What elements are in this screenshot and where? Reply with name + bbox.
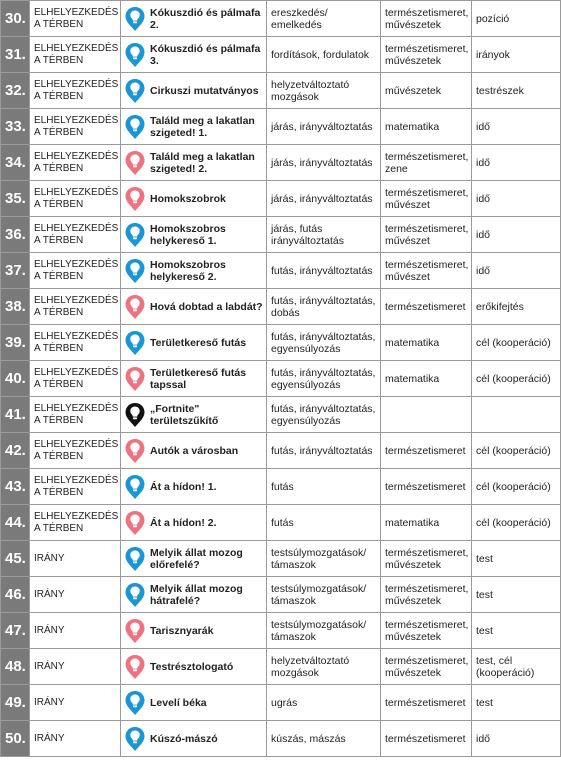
table-row [1, 145, 561, 181]
activity-cell [121, 505, 267, 541]
category-cell-text: ELHELYEZKEDÉS A TÉRBEN [34, 402, 119, 426]
movement-cell [267, 217, 381, 253]
category-cell-text: IRÁNY [34, 552, 65, 564]
category-cell [30, 181, 121, 217]
field-cell [381, 433, 472, 469]
movement-cell [267, 685, 381, 721]
table-row [1, 361, 561, 397]
row-number-text: 36. [5, 225, 26, 243]
field-cell-text: matematika [385, 516, 440, 529]
topic-cell [472, 73, 561, 109]
pink-lightbulb-pin-icon [124, 438, 150, 464]
movement-cell-text: testsúlymozgatások/ támaszok [271, 546, 367, 571]
pink-lightbulb-pin-icon [124, 510, 150, 536]
field-cell-text: természetismeret, zene [385, 150, 469, 175]
row-number [1, 721, 30, 757]
row-number-text: 47. [5, 621, 26, 639]
field-cell [381, 253, 472, 289]
category-cell-text: ELHELYEZKEDÉS A TÉRBEN [34, 474, 119, 498]
category-cell [30, 469, 121, 505]
activity-cell [121, 325, 267, 361]
activity-cell [121, 37, 267, 73]
row-number [1, 325, 30, 361]
table-row [1, 181, 561, 217]
table-row [1, 469, 561, 505]
table-row [1, 397, 561, 433]
row-number [1, 469, 30, 505]
activity-name: Levelí béka [150, 696, 207, 709]
activity-cell [121, 181, 267, 217]
topic-cell-text: idő [476, 120, 491, 133]
topic-cell-text: pozíció [476, 12, 510, 25]
activity-cell [121, 217, 267, 253]
activity-cell [121, 361, 267, 397]
category-cell-text: ELHELYEZKEDÉS A TÉRBEN [34, 6, 119, 30]
blue-lightbulb-pin-icon [124, 546, 150, 572]
movement-cell [267, 613, 381, 649]
row-number [1, 181, 30, 217]
field-cell [381, 469, 472, 505]
topic-cell [472, 361, 561, 397]
category-cell-text: ELHELYEZKEDÉS A TÉRBEN [34, 510, 119, 534]
row-number [1, 73, 30, 109]
topic-cell [472, 325, 561, 361]
field-cell [381, 577, 472, 613]
field-cell [381, 1, 472, 37]
movement-cell [267, 469, 381, 505]
field-cell-text: természetismeret, művészetek [385, 618, 469, 643]
activity-name: Át a hídon! 2. [150, 516, 217, 529]
topic-cell [472, 397, 561, 433]
topic-cell [472, 181, 561, 217]
category-cell [30, 325, 121, 361]
table-row [1, 433, 561, 469]
topic-cell-text: test [476, 624, 493, 637]
category-cell [30, 253, 121, 289]
category-cell [30, 613, 121, 649]
activity-name: Hová dobtad a labdát? [150, 300, 263, 313]
category-cell [30, 721, 121, 757]
table-row [1, 685, 561, 721]
movement-cell-text: járás, futás irányváltoztatás [271, 222, 344, 247]
category-cell [30, 541, 121, 577]
field-cell-text: természetismeret, művészetek [385, 546, 469, 571]
row-number-text: 32. [5, 81, 26, 99]
field-cell-text: természetismeret, művészetek [385, 6, 469, 31]
row-number-text: 50. [5, 729, 26, 747]
topic-cell [472, 685, 561, 721]
table-row [1, 37, 561, 73]
activity-name: Testrésztologató [150, 660, 234, 673]
movement-cell [267, 361, 381, 397]
movement-cell-text: futás, irányváltoztatás, egyensúlyozás [271, 330, 376, 355]
movement-cell [267, 325, 381, 361]
activity-name: Melyik állat mozog hátrafelé? [150, 582, 243, 607]
activity-name: Cirkuszi mutatványos [150, 84, 259, 97]
movement-cell-text: ereszkedés/ emelkedés [271, 6, 328, 31]
activity-name: Autók a városban [150, 444, 239, 457]
activity-name: Homokszobros helykereső 1. [150, 222, 226, 247]
table-body [1, 1, 561, 757]
table-row [1, 253, 561, 289]
blue-lightbulb-pin-icon [124, 582, 150, 608]
black-lightbulb-pin-icon [124, 402, 150, 428]
category-cell [30, 109, 121, 145]
blue-lightbulb-pin-icon [124, 474, 150, 500]
activity-name: Találd meg a lakatlan szigeted! 2. [150, 150, 255, 175]
row-number-text: 39. [5, 333, 26, 351]
row-number [1, 577, 30, 613]
topic-cell-text: idő [476, 156, 491, 169]
category-cell [30, 217, 121, 253]
category-cell-text: ELHELYEZKEDÉS A TÉRBEN [34, 150, 119, 174]
topic-cell-text: irányok [476, 48, 510, 61]
activity-cell [121, 109, 267, 145]
row-number [1, 253, 30, 289]
row-number [1, 541, 30, 577]
topic-cell-text: erőkifejtés [476, 300, 524, 313]
activity-cell [121, 541, 267, 577]
pink-lightbulb-pin-icon [124, 186, 150, 212]
field-cell-text: természetismeret, művészetek [385, 42, 469, 67]
movement-cell [267, 649, 381, 685]
movement-cell [267, 73, 381, 109]
movement-cell [267, 181, 381, 217]
category-cell-text: ELHELYEZKEDÉS A TÉRBEN [34, 294, 119, 318]
topic-cell-text: cél (kooperáció) [476, 516, 551, 529]
topic-cell [472, 289, 561, 325]
table-row [1, 613, 561, 649]
activity-name: Kúszó-mászó [150, 732, 218, 745]
row-number-text: 46. [5, 585, 26, 603]
movement-cell [267, 145, 381, 181]
pink-lightbulb-pin-icon [124, 366, 150, 392]
table-row [1, 505, 561, 541]
row-number [1, 685, 30, 721]
field-cell-text: matematika [385, 120, 440, 133]
row-number [1, 37, 30, 73]
category-cell [30, 397, 121, 433]
topic-cell-text: test [476, 588, 493, 601]
row-number-text: 38. [5, 297, 26, 315]
topic-cell-text: idő [476, 192, 491, 205]
field-cell-text: természetismeret, művészet [385, 258, 469, 283]
movement-cell [267, 541, 381, 577]
blue-lightbulb-pin-icon [124, 42, 150, 68]
category-cell [30, 145, 121, 181]
topic-cell-text: cél (kooperáció) [476, 480, 551, 493]
activity-cell [121, 433, 267, 469]
topic-cell [472, 433, 561, 469]
category-cell [30, 289, 121, 325]
row-number-text: 43. [5, 477, 26, 495]
topic-cell [472, 649, 561, 685]
category-cell [30, 505, 121, 541]
pink-lightbulb-pin-icon [124, 150, 150, 176]
table-row [1, 325, 561, 361]
activity-cell [121, 685, 267, 721]
movement-cell-text: járás, irányváltoztatás [271, 156, 373, 169]
field-cell-text: természetismeret, művészetek [385, 654, 469, 679]
topic-cell [472, 1, 561, 37]
topic-cell-text: cél (kooperáció) [476, 372, 551, 385]
field-cell-text: matematika [385, 336, 440, 349]
row-number-text: 35. [5, 189, 26, 207]
field-cell-text: természetismeret [385, 300, 466, 313]
movement-cell [267, 433, 381, 469]
category-cell [30, 361, 121, 397]
topic-cell-text: idő [476, 228, 491, 241]
movement-cell [267, 109, 381, 145]
activity-name: „Fortnite" területszűkítő [150, 402, 219, 427]
table-row [1, 217, 561, 253]
category-cell [30, 649, 121, 685]
activity-cell [121, 289, 267, 325]
activity-name: Kókuszdió és pálmafa 2. [150, 6, 261, 31]
field-cell [381, 73, 472, 109]
table-row [1, 577, 561, 613]
topic-cell-text: test [476, 696, 493, 709]
activity-cell [121, 145, 267, 181]
category-cell [30, 37, 121, 73]
row-number-text: 37. [5, 261, 26, 279]
movement-cell-text: kúszás, mászás [271, 732, 346, 745]
movement-cell [267, 253, 381, 289]
movement-cell-text: helyzetváltoztató mozgások [271, 654, 350, 679]
field-cell [381, 109, 472, 145]
movement-cell-text: futás [271, 480, 294, 493]
row-number [1, 397, 30, 433]
category-cell-text: ELHELYEZKEDÉS A TÉRBEN [34, 114, 119, 138]
activity-name: Találd meg a lakatlan szigeted! 1. [150, 114, 255, 139]
movement-cell-text: futás, irányváltoztatás, egyensúlyozás [271, 402, 376, 427]
field-cell-text: természetismeret, művészet [385, 222, 469, 247]
movement-cell [267, 397, 381, 433]
field-cell [381, 361, 472, 397]
topic-cell [472, 217, 561, 253]
category-cell [30, 433, 121, 469]
movement-cell [267, 37, 381, 73]
topic-cell [472, 577, 561, 613]
row-number-text: 30. [5, 9, 26, 27]
field-cell-text: természetismeret, művészet [385, 186, 469, 211]
movement-cell-text: járás, irányváltoztatás [271, 192, 373, 205]
pink-lightbulb-pin-icon [124, 294, 150, 320]
table-row [1, 721, 561, 757]
category-cell-text: ELHELYEZKEDÉS A TÉRBEN [34, 186, 119, 210]
movement-cell-text: futás, irányváltoztatás, dobás [271, 294, 376, 319]
field-cell [381, 325, 472, 361]
activity-cell [121, 577, 267, 613]
row-number [1, 109, 30, 145]
category-cell-text: IRÁNY [34, 660, 65, 672]
blue-lightbulb-pin-icon [124, 726, 150, 752]
row-number [1, 649, 30, 685]
category-cell-text: ELHELYEZKEDÉS A TÉRBEN [34, 330, 119, 354]
field-cell [381, 649, 472, 685]
field-cell [381, 181, 472, 217]
topic-cell [472, 253, 561, 289]
category-cell-text: ELHELYEZKEDÉS A TÉRBEN [34, 258, 119, 282]
blue-lightbulb-pin-icon [124, 78, 150, 104]
topic-cell-text: test [476, 552, 493, 565]
movement-cell [267, 505, 381, 541]
topic-cell [472, 469, 561, 505]
category-cell-text: IRÁNY [34, 624, 65, 636]
movement-cell-text: futás, irányváltoztatás [271, 264, 373, 277]
table-row [1, 1, 561, 37]
topic-cell [472, 721, 561, 757]
field-cell [381, 145, 472, 181]
field-cell [381, 397, 472, 433]
movement-cell-text: futás [271, 516, 294, 529]
row-number-text: 45. [5, 549, 26, 567]
category-cell-text: ELHELYEZKEDÉS A TÉRBEN [34, 366, 119, 390]
row-number-text: 40. [5, 369, 26, 387]
blue-lightbulb-pin-icon [124, 258, 150, 284]
topic-cell [472, 541, 561, 577]
category-cell-text: IRÁNY [34, 588, 65, 600]
row-number-text: 33. [5, 117, 26, 135]
topic-cell [472, 37, 561, 73]
activity-cell [121, 253, 267, 289]
row-number-text: 49. [5, 693, 26, 711]
movement-cell-text: helyzetváltoztató mozgások [271, 78, 350, 103]
movement-cell [267, 1, 381, 37]
category-cell [30, 685, 121, 721]
category-cell-text: ELHELYEZKEDÉS A TÉRBEN [34, 438, 119, 462]
category-cell-text: IRÁNY [34, 696, 65, 708]
blue-lightbulb-pin-icon [124, 6, 150, 32]
field-cell-text: természetismeret [385, 480, 466, 493]
topic-cell [472, 613, 561, 649]
category-cell-text: ELHELYEZKEDÉS A TÉRBEN [34, 42, 119, 66]
table-row [1, 73, 561, 109]
field-cell [381, 37, 472, 73]
activity-name: Kókuszdió és pálmafa 3. [150, 42, 261, 67]
activity-name: Homokszobros helykereső 2. [150, 258, 226, 283]
row-number [1, 361, 30, 397]
movement-cell-text: testsúlymozgatások/ támaszok [271, 618, 367, 643]
field-cell [381, 613, 472, 649]
category-cell [30, 73, 121, 109]
row-number [1, 1, 30, 37]
movement-cell-text: testsúlymozgatások/ támaszok [271, 582, 367, 607]
activity-name: Területkereső futás [150, 336, 247, 349]
topic-cell [472, 145, 561, 181]
category-cell [30, 1, 121, 37]
field-cell-text: természetismeret, művészetek [385, 582, 469, 607]
topic-cell-text: cél (kooperáció) [476, 444, 551, 457]
field-cell-text: matematika [385, 372, 440, 385]
field-cell [381, 685, 472, 721]
topic-cell-text: idő [476, 732, 491, 745]
activity-name: Át a hídon! 1. [150, 480, 217, 493]
topic-cell-text: testrészek [476, 84, 524, 97]
activity-name: Melyik állat mozog előrefelé? [150, 546, 243, 571]
row-number [1, 217, 30, 253]
topic-cell [472, 109, 561, 145]
field-cell [381, 505, 472, 541]
movement-cell-text: futás, irányváltoztatás, egyensúlyozás [271, 366, 376, 391]
blue-lightbulb-pin-icon [124, 330, 150, 356]
field-cell-text: művészetek [385, 84, 442, 97]
topic-cell [472, 505, 561, 541]
category-cell-text: ELHELYEZKEDÉS A TÉRBEN [34, 222, 119, 246]
activity-cell [121, 649, 267, 685]
topic-cell-text: cél (kooperáció) [476, 336, 551, 349]
movement-cell [267, 289, 381, 325]
activity-name: Homokszobrok [150, 192, 226, 205]
category-cell [30, 577, 121, 613]
field-cell-text: természetismeret [385, 732, 466, 745]
movement-cell-text: futás, irányváltoztatás [271, 444, 373, 457]
field-cell-text: természetismeret [385, 444, 466, 457]
field-cell [381, 217, 472, 253]
row-number-text: 34. [5, 153, 26, 171]
row-number-text: 31. [5, 45, 26, 63]
topic-cell-text: test, cél (kooperáció) [476, 654, 535, 679]
activity-cell [121, 613, 267, 649]
activity-cell [121, 1, 267, 37]
field-cell [381, 541, 472, 577]
row-number [1, 145, 30, 181]
row-number-text: 41. [5, 405, 26, 423]
activity-cell [121, 721, 267, 757]
blue-lightbulb-pin-icon [124, 690, 150, 716]
table-row [1, 109, 561, 145]
row-number [1, 289, 30, 325]
activity-cell [121, 73, 267, 109]
pink-lightbulb-pin-icon [124, 618, 150, 644]
movement-cell-text: ugrás [271, 696, 298, 709]
activity-name: Tarisznyarák [150, 624, 214, 637]
blue-lightbulb-pin-icon [124, 114, 150, 140]
topic-cell-text: idő [476, 264, 491, 277]
table-row [1, 649, 561, 685]
activity-cell [121, 397, 267, 433]
field-cell [381, 289, 472, 325]
movement-cell [267, 577, 381, 613]
category-cell-text: IRÁNY [34, 732, 65, 744]
row-number-text: 42. [5, 441, 26, 459]
category-cell-text: ELHELYEZKEDÉS A TÉRBEN [34, 78, 119, 102]
blue-lightbulb-pin-icon [124, 222, 150, 248]
movement-cell [267, 721, 381, 757]
activity-name: Területkereső futás tapssal [150, 366, 247, 391]
movement-cell-text: fordítások, fordulatok [271, 48, 370, 61]
row-number [1, 613, 30, 649]
row-number [1, 433, 30, 469]
pink-lightbulb-pin-icon [124, 654, 150, 680]
movement-cell-text: járás, irányváltoztatás [271, 120, 373, 133]
activity-cell [121, 469, 267, 505]
table-row [1, 541, 561, 577]
field-cell [381, 721, 472, 757]
table-row [1, 289, 561, 325]
row-number-text: 48. [5, 657, 26, 675]
row-number [1, 505, 30, 541]
field-cell-text: természetismeret [385, 696, 466, 709]
row-number-text: 44. [5, 513, 26, 531]
